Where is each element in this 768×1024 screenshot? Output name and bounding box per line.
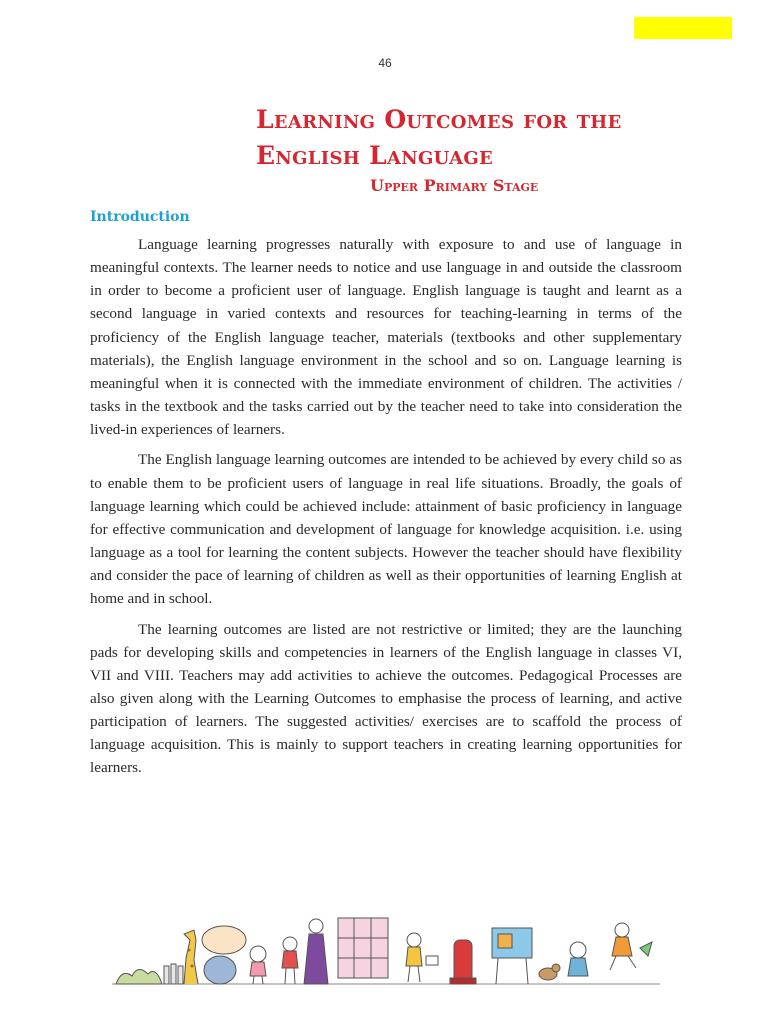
page-title	[256, 102, 622, 174]
title-line-2: English Language	[256, 141, 494, 170]
introduction-body	[90, 233, 682, 787]
highlight-marker	[634, 17, 732, 39]
title-line-1: Learning Outcomes for the	[256, 105, 622, 134]
paragraph-1: Language learning progresses naturally with exposure to and use of language in meaningful contexts. The learner needs to notice and use language in and outside the classroom in order to become a proficient user of language. English language is taught and learnt as a second language in varied contexts and resources for teaching-learning in terms of the proficiency of the English language teacher, materials (textbooks and other supplementary materials), the English language environment in the school and so on. Language learning is meaningful when it is connected with the immediate environment of children. The activities / tasks in the textbook and the tasks carried out by the teacher need to take into consideration the lived-in experiences of learners.	[90, 236, 682, 439]
section-heading-introduction: Introduction	[90, 209, 190, 225]
paragraph-2: The English language learning outcomes are intended to be achieved by every child so as to enable them to be proficient users of language in real life situations. Broadly, the goals of language learning which could be achieved include: attainment of basic proficiency in language for effective communication and development of language for knowledge acquisition. i.e. using language as a tool for learning the content subjects. However the teacher should have flexibility and consider the pace of learning of children as well as their opportunities of learning English at home and in school.	[90, 451, 682, 608]
paragraph-3: The learning outcomes are listed are not restrictive or limited; they are the launching pads for developing skills and competencies in learners of the English language in classes VI, VII and VIII. Teachers may add activities to achieve the outcomes. Pedagogical Processes are also given along with the Learning Outcomes to emphasise the process of learning, and active participation of learners. The suggested activities/ exercises are to scaffold the process of language acquisition. This is mainly to support teachers in creating learning opportunities for learners.	[90, 620, 682, 777]
children-activities-illustration	[112, 910, 660, 992]
page-number: 46	[378, 56, 392, 70]
stage-subtitle: Upper Primary Stage	[370, 176, 539, 195]
